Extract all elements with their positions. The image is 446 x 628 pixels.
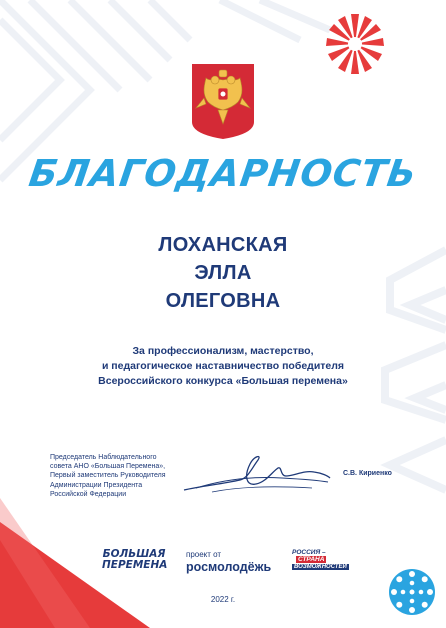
signer-position-line: Администрации Президента <box>50 481 143 489</box>
recipient-patronymic: ОЛЕГОВНА <box>165 290 281 312</box>
blue-dots-logo-icon <box>388 568 436 616</box>
logo-text: БОЛЬШАЯ <box>102 548 166 560</box>
signer-position <box>50 453 190 499</box>
signer-position-line: Председатель Наблюдательного <box>50 454 157 461</box>
russian-coat-of-arms-icon <box>190 64 256 139</box>
signer-position-line: совета АНО «Большая Перемена», <box>50 463 166 471</box>
handwritten-signature <box>182 450 332 496</box>
logo-text: ВОЗМОЖНОСТЕЙ <box>294 564 347 570</box>
issue-year: 2022 г. <box>210 595 236 604</box>
bolshaya-peremena-logo <box>102 549 166 571</box>
rosmolodezh-logo: росмолодёжь <box>186 560 272 574</box>
reason-line: и педагогическое наставничество победителя <box>101 360 345 372</box>
logo-text: РОССИЯ – <box>292 549 326 556</box>
reason-line: Всероссийского конкурса «Большая перемена» <box>98 375 348 387</box>
signer-position-line: Российской Федерации <box>50 490 127 498</box>
russia-land-of-opportunity-logo <box>290 548 350 574</box>
signer-position-line: Первый заместитель Руководителя <box>50 472 166 480</box>
recipient-surname: ЛОХАНСКАЯ <box>158 234 288 256</box>
logo-text: ПЕРЕМЕНА <box>102 559 168 571</box>
certificate-title: БЛАГОДАРНОСТЬ <box>26 152 420 195</box>
signer-name: С.В. Кириенко <box>343 470 392 477</box>
reason-line: За профессионализм, мастерство, <box>132 345 314 357</box>
recipient-first-name: ЭЛЛА <box>194 262 252 284</box>
red-sunburst-icon <box>326 14 384 74</box>
project-of-label: проект от <box>186 550 222 559</box>
logo-text: СТРАНА <box>298 556 325 563</box>
